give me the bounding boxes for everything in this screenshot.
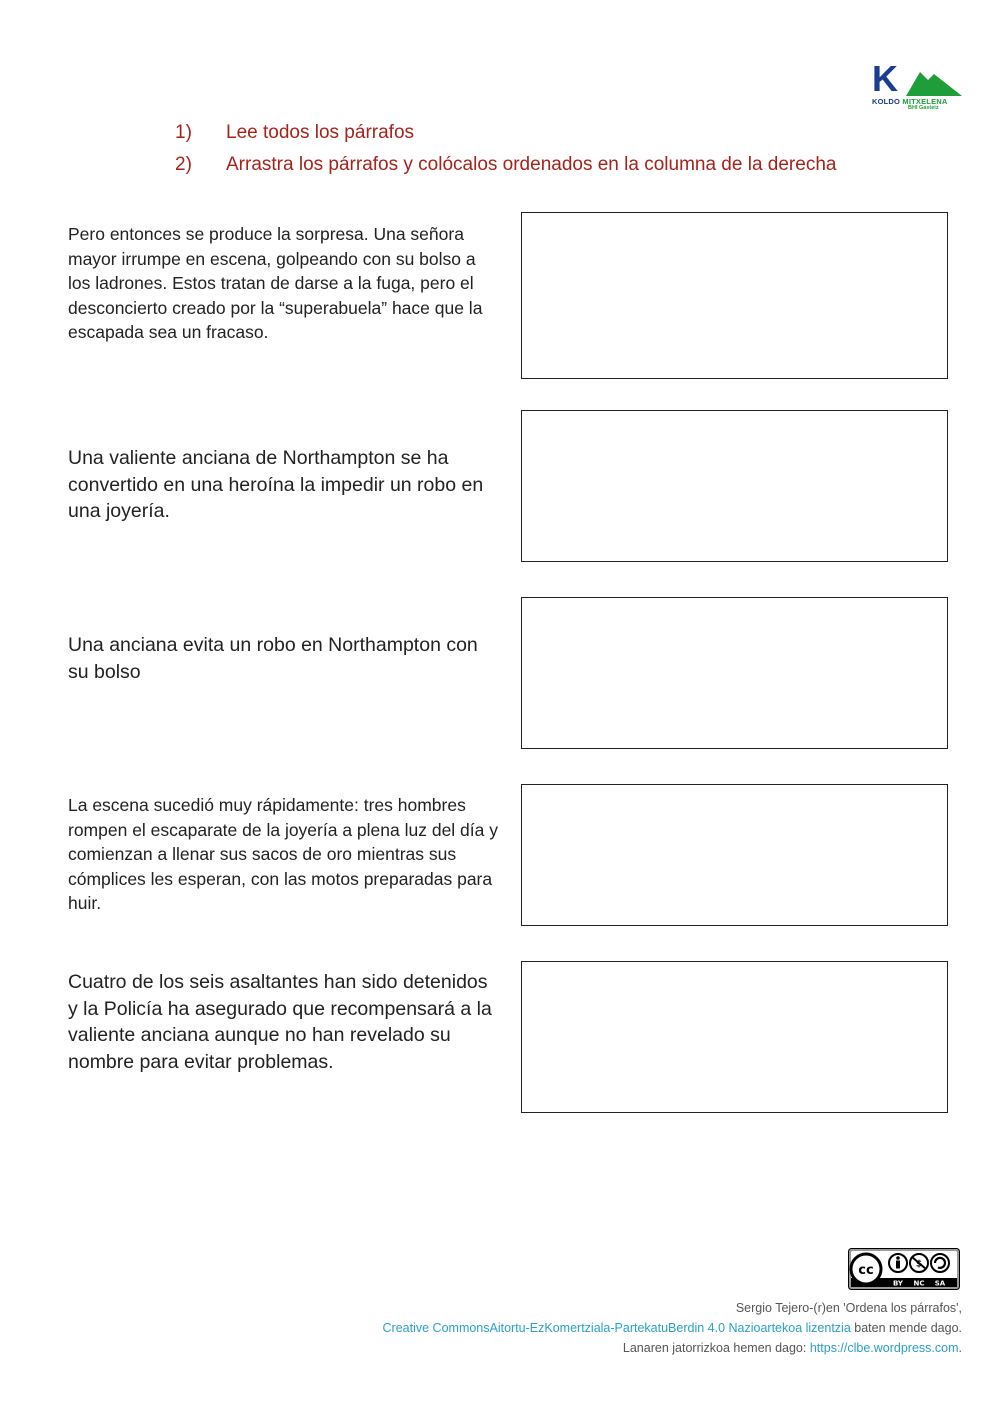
drop-zone-4[interactable] [521,784,948,926]
cc-license-badge [848,1248,960,1290]
cc-sa-label: SA [934,1279,946,1288]
cc-nc-label: NC [913,1279,925,1288]
draggable-paragraph[interactable]: Pero entonces se produce la sorpresa. Una señora mayor irrumpe en escena, golpeando con su bolso a los ladrones. Estos tratan de darse a la fuga, pero el desconcierto creado por la “superabuela” hace que la escapada sea un fracaso. [68,224,483,343]
license-terms-line: Creative CommonsAitortu-EzKomertziala-PartekatuBerdin 4.0 Nazioartekoa lizentzia baten mende dago. [382,1321,962,1335]
instruction-text: Arrastra los párrafos y colócalos ordenados en la columna de la derecha [226,154,837,175]
draggable-paragraph[interactable]: Cuatro de los seis asaltantes han sido detenidos y la Policía ha asegurado que recompensará a la valiente anciana aunque no han revelado su nombre para evitar problemas. [68,971,492,1073]
logo-subtitle: BHI Gasteiz [908,105,939,111]
draggable-paragraph[interactable]: La escena sucedió muy rápidamente: tres hombres rompen el escaparate de la joyería a plena luz del día y comienzan a llenar sus sacos de oro mientras sus cómplices les esperan, con las motos preparadas para huir. [68,795,498,914]
logo-letter: K [872,58,898,99]
cc-label: cc [858,1263,874,1278]
instruction-text: Lee todos los párrafos [226,122,415,143]
svg-text:$: $ [915,1259,923,1270]
logo-name: KOLDO MITXELENA [872,97,948,106]
license-source-line: Lanaren jatorrizkoa hemen dago: https://clbe.wordpress.com. [622,1341,962,1355]
school-logo [872,58,962,112]
instruction-number: 1) [175,122,192,143]
cc-by-label: BY [892,1279,904,1288]
draggable-paragraph[interactable]: Una valiente anciana de Northampton se ha convertido en una heroína la impedir un robo en una joyería. [68,447,484,522]
license-footer [383,1298,962,1358]
draggable-paragraph[interactable]: Una anciana evita un robo en Northampton con su bolso [68,634,478,683]
instruction-number: 2) [175,154,192,175]
drop-zone-3[interactable] [521,597,948,749]
drop-zone-2[interactable] [521,410,948,562]
license-author-line: Sergio Tejero-(r)en 'Ordena los párrafos', [735,1301,962,1315]
drop-zone-1[interactable] [521,212,948,379]
license-link[interactable]: Creative CommonsAitortu-EzKomertziala-PartekatuBerdin 4.0 Nazioartekoa lizentzia [382,1321,851,1335]
drop-zone-5[interactable] [521,961,948,1113]
source-link[interactable]: https://clbe.wordpress.com [809,1341,959,1355]
